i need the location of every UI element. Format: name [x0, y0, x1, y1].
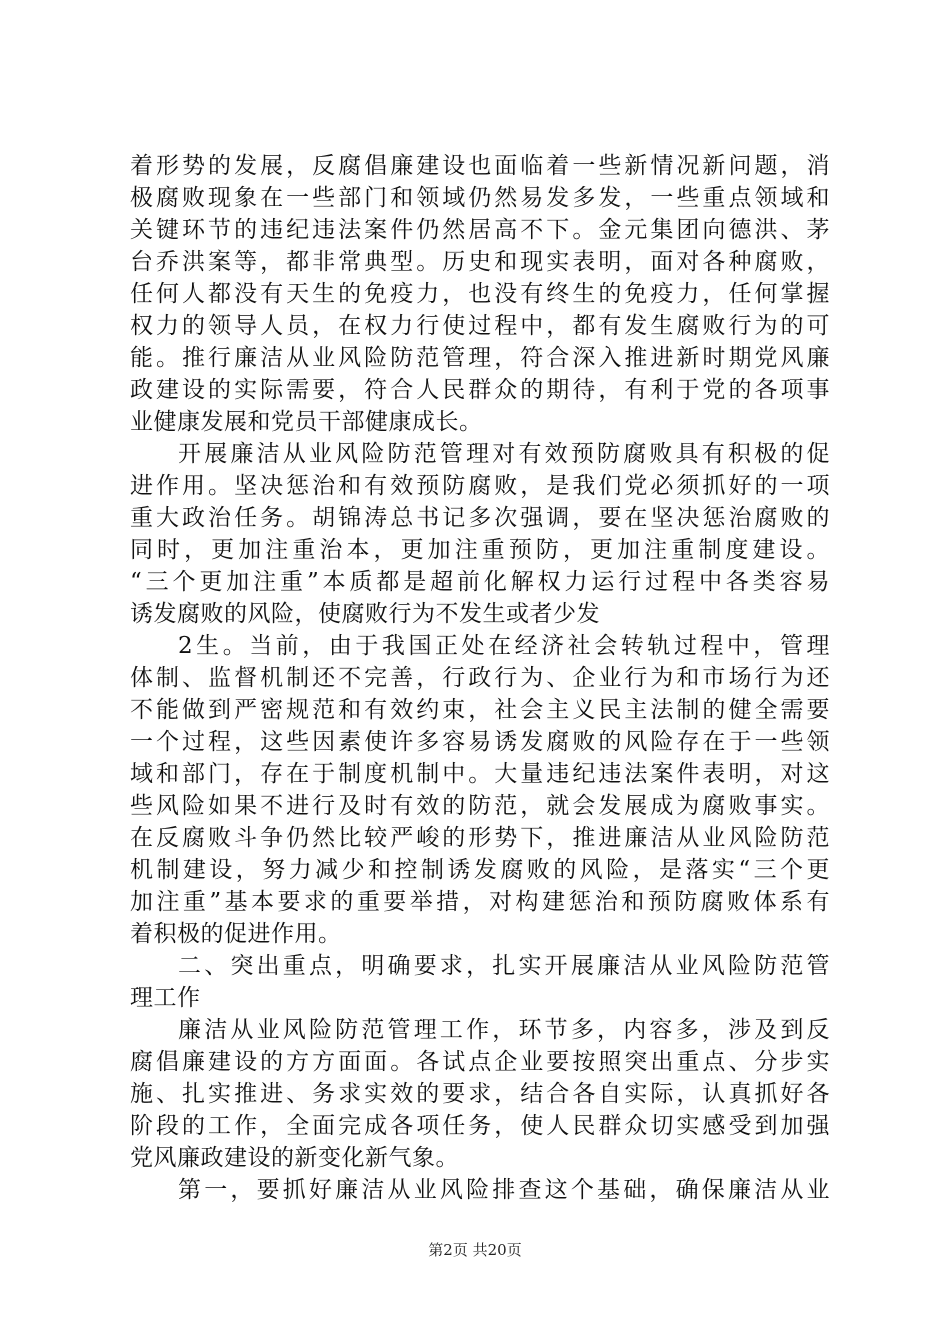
text-line: 同时，更加注重治本，更加注重预防，更加注重制度建设。 [130, 537, 830, 563]
text-line: 着形势的发展，反腐倡廉建设也面临着一些新情况新问题，消 [130, 153, 830, 179]
document-body [130, 150, 830, 1206]
text-line: 一个过程，这些因素使许多容易诱发腐败的风险存在于一些领 [130, 729, 830, 755]
text-line: 阶段的工作，全面完成各项任务，使人民群众切实感受到加强 [130, 1113, 830, 1139]
text-line: 台乔洪案等，都非常典型。历史和现实表明，面对各种腐败， [130, 249, 830, 275]
text-line: 些风险如果不进行及时有效的防范，就会发展成为腐败事实。 [130, 793, 830, 819]
text-line: 在反腐败斗争仍然比较严峻的形势下，推进廉洁从业风险防范 [130, 825, 830, 851]
text-line: 施、扎实推进、务求实效的要求，结合各自实际，认真抓好各 [130, 1081, 830, 1107]
text-line: 第一，要抓好廉洁从业风险排查这个基础，确保廉洁从业 [178, 1177, 830, 1203]
text-line: 廉洁从业风险防范管理工作，环节多，内容多，涉及到反 [178, 1017, 830, 1043]
text-line: 开展廉洁从业风险防范管理对有效预防腐败具有积极的促 [178, 441, 830, 467]
text-line: 加注重”基本要求的重要举措，对构建惩治和预防腐败体系有 [130, 889, 830, 915]
text-line: 进作用。坚决惩治和有效预防腐败，是我们党必须抓好的一项 [130, 473, 830, 499]
text-line: 二、突出重点，明确要求，扎实开展廉洁从业风险防范管 [178, 953, 830, 979]
text-line: “三个更加注重”本质都是超前化解权力运行过程中各类容易 [130, 569, 830, 595]
text-line: 党风廉政建设的新变化新气象。 [130, 1145, 459, 1171]
text-line: 业健康发展和党员干部健康成长。 [130, 409, 483, 435]
text-line: 诱发腐败的风险，使腐败行为不发生或者少发 [130, 601, 600, 627]
text-line: 权力的领导人员，在权力行使过程中，都有发生腐败行为的可 [130, 313, 830, 339]
text-line: 腐倡廉建设的方方面面。各试点企业要按照突出重点、分步实 [130, 1049, 830, 1075]
text-line: 关键环节的违纪违法案件仍然居高不下。金元集团向德洪、茅 [130, 217, 830, 243]
text-line: 政建设的实际需要，符合人民群众的期待，有利于党的各项事 [130, 377, 830, 403]
text-line: 着积极的促进作用。 [130, 921, 342, 947]
text-line: 重大政治任务。胡锦涛总书记多次强调，要在坚决惩治腐败的 [130, 505, 830, 531]
text-line: 任何人都没有天生的免疫力，也没有终生的免疫力，任何掌握 [130, 281, 830, 307]
text-line: 理工作 [130, 985, 201, 1011]
text-line: 域和部门，存在于制度机制中。大量违纪违法案件表明，对这 [130, 761, 830, 787]
text-line: 极腐败现象在一些部门和领域仍然易发多发，一些重点领域和 [130, 185, 830, 211]
text-line: 机制建设，努力减少和控制诱发腐败的风险，是落实“三个更 [130, 857, 830, 883]
page-footer: 第2页 共20页 [428, 1241, 522, 1259]
text-line: 能。推行廉洁从业风险防范管理，符合深入推进新时期党风廉 [130, 345, 830, 371]
text-line: 不能做到严密规范和有效约束，社会主义民主法制的健全需要 [130, 697, 830, 723]
text-line: 体制、监督机制还不完善，行政行为、企业行为和市场行为还 [130, 665, 830, 691]
text-line: 2生。当前，由于我国正处在经济社会转轨过程中，管理 [178, 633, 830, 659]
